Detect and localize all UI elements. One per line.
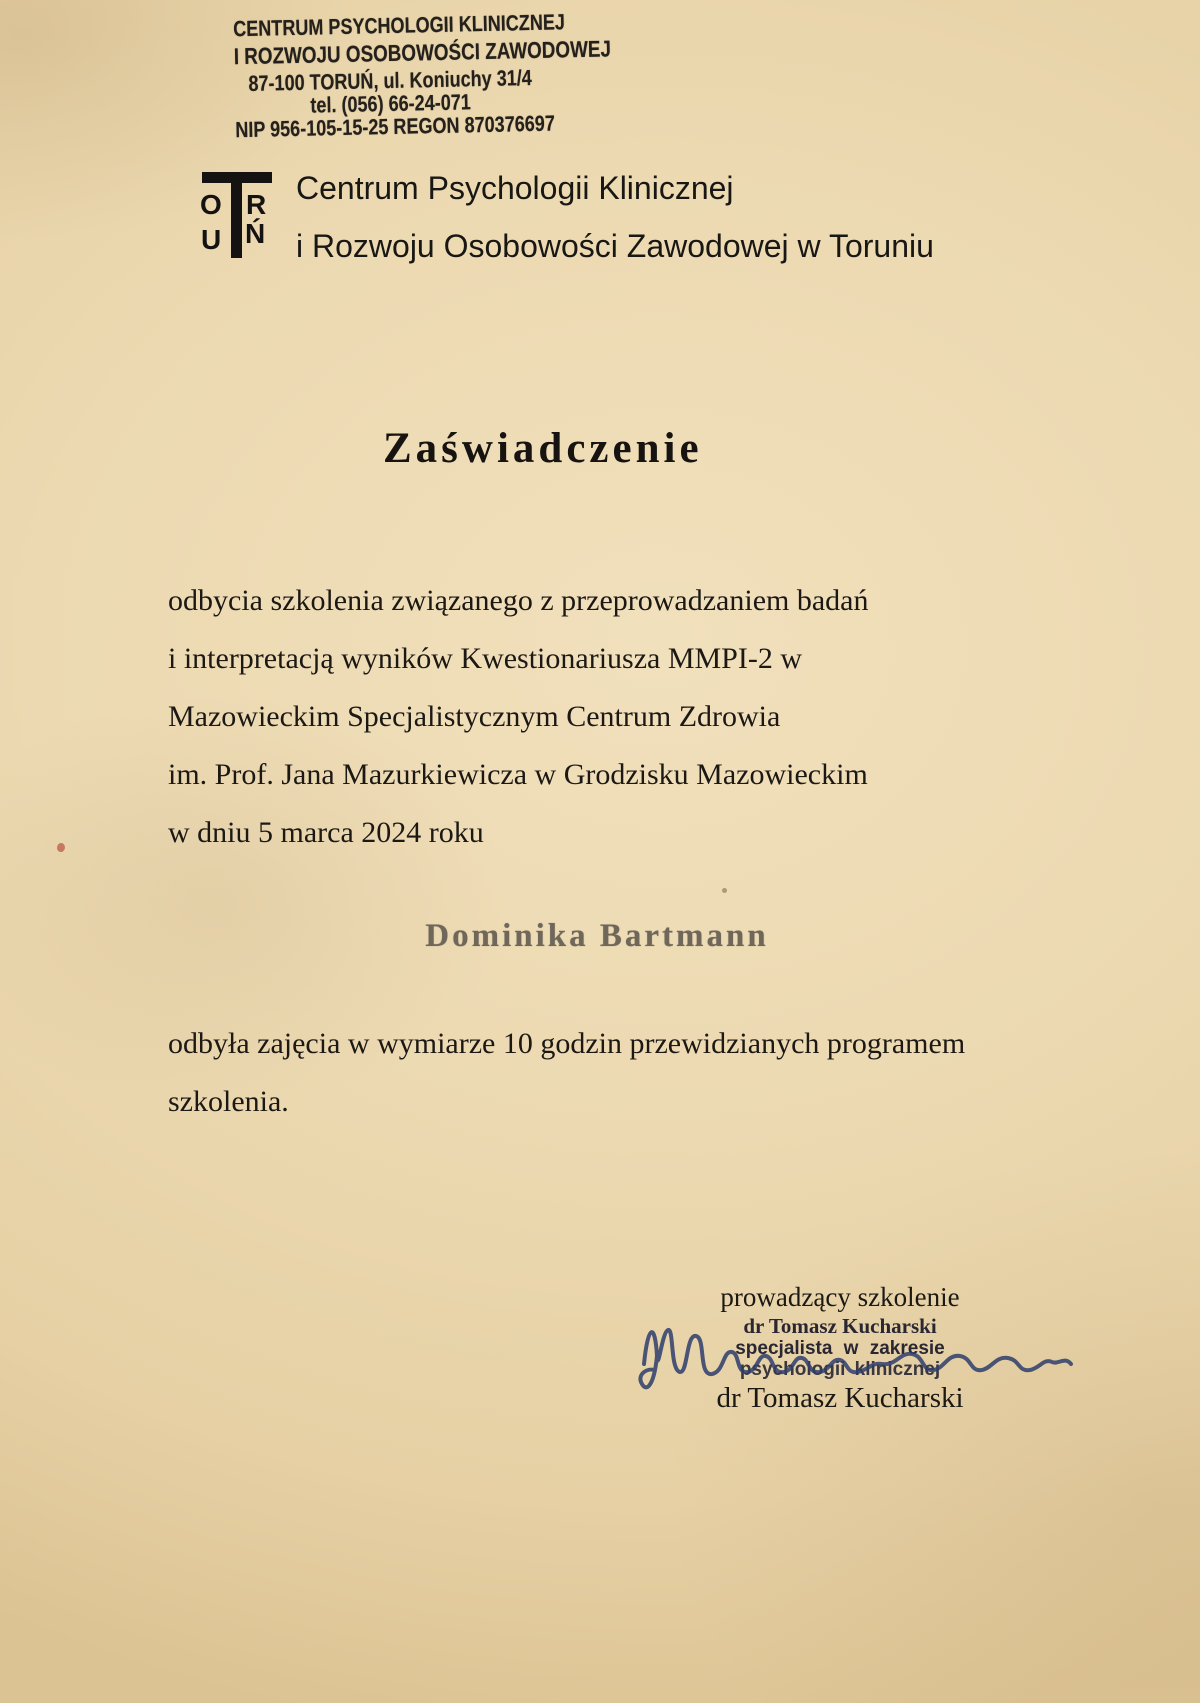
paper-speck [56,842,67,853]
paragraph1-line1: odbycia szkolenia związanego z przeprowadzaniem badań [168,584,869,617]
signer-printed-name: dr Tomasz Kucharski [716,1382,964,1414]
body-paragraph-1 [168,572,869,862]
paragraph2-line2: szkolenia. [168,1085,289,1118]
organization-name-line2: i Rozwoju Osobowości Zawodowej w Toruniu [296,228,934,264]
logo-letter-n: Ń [245,218,266,249]
torun-logo [199,170,275,258]
stamp-line-phone: tel. (056) 66-24-071 [310,89,472,118]
paragraph1-line2: i interpretacją wyników Kwestionariusza MMPI-2 w [168,642,803,675]
body-paragraph-2 [168,1015,965,1131]
paper-speck [722,888,727,893]
logo-letter-r: R [246,189,267,220]
document-title: Zaświadczenie [383,425,703,472]
stamp-line-org1: CENTRUM PSYCHOLOGII KLINICZNEJ [232,9,566,42]
paragraph1-line3: Mazowieckim Specjalistycznym Centrum Zdrowia [168,700,781,733]
paragraph1-line5: w dniu 5 marca 2024 roku [168,816,484,849]
signature-role-label: prowadzący szkolenie [720,1282,960,1312]
organization-name-line1: Centrum Psychologii Klinicznej [296,170,734,206]
paragraph1-line4: im. Prof. Jana Mazurkiewicza w Grodzisku Mazowieckim [168,758,868,791]
stamp-line-address: 87-100 TORUŃ, ul. Koniuchy 31/4 [248,65,533,96]
signer-stamp-specialty-line2: psychologii klinicznej [739,1359,941,1380]
signer-stamp-specialty-line1: specjalista w zakresie [735,1338,945,1359]
stamp-line-org2: I ROZWOJU OSOBOWOŚCI ZAWODOWEJ [233,35,612,70]
recipient-name: Dominika Bartmann [425,918,769,954]
logo-letter-o: O [200,189,222,220]
handwritten-signature [628,1306,1088,1406]
logo-letter-u: U [201,224,222,255]
paragraph2-line1: odbyła zajęcia w wymiarze 10 godzin przewidzianych programem [168,1027,966,1060]
address-stamp [199,8,612,143]
logo-t-stem [231,172,242,258]
signer-stamp-name: dr Tomasz Kucharski [743,1314,937,1338]
stamp-line-nip-regon: NIP 956-105-15-25 REGON 870376697 [235,110,556,143]
